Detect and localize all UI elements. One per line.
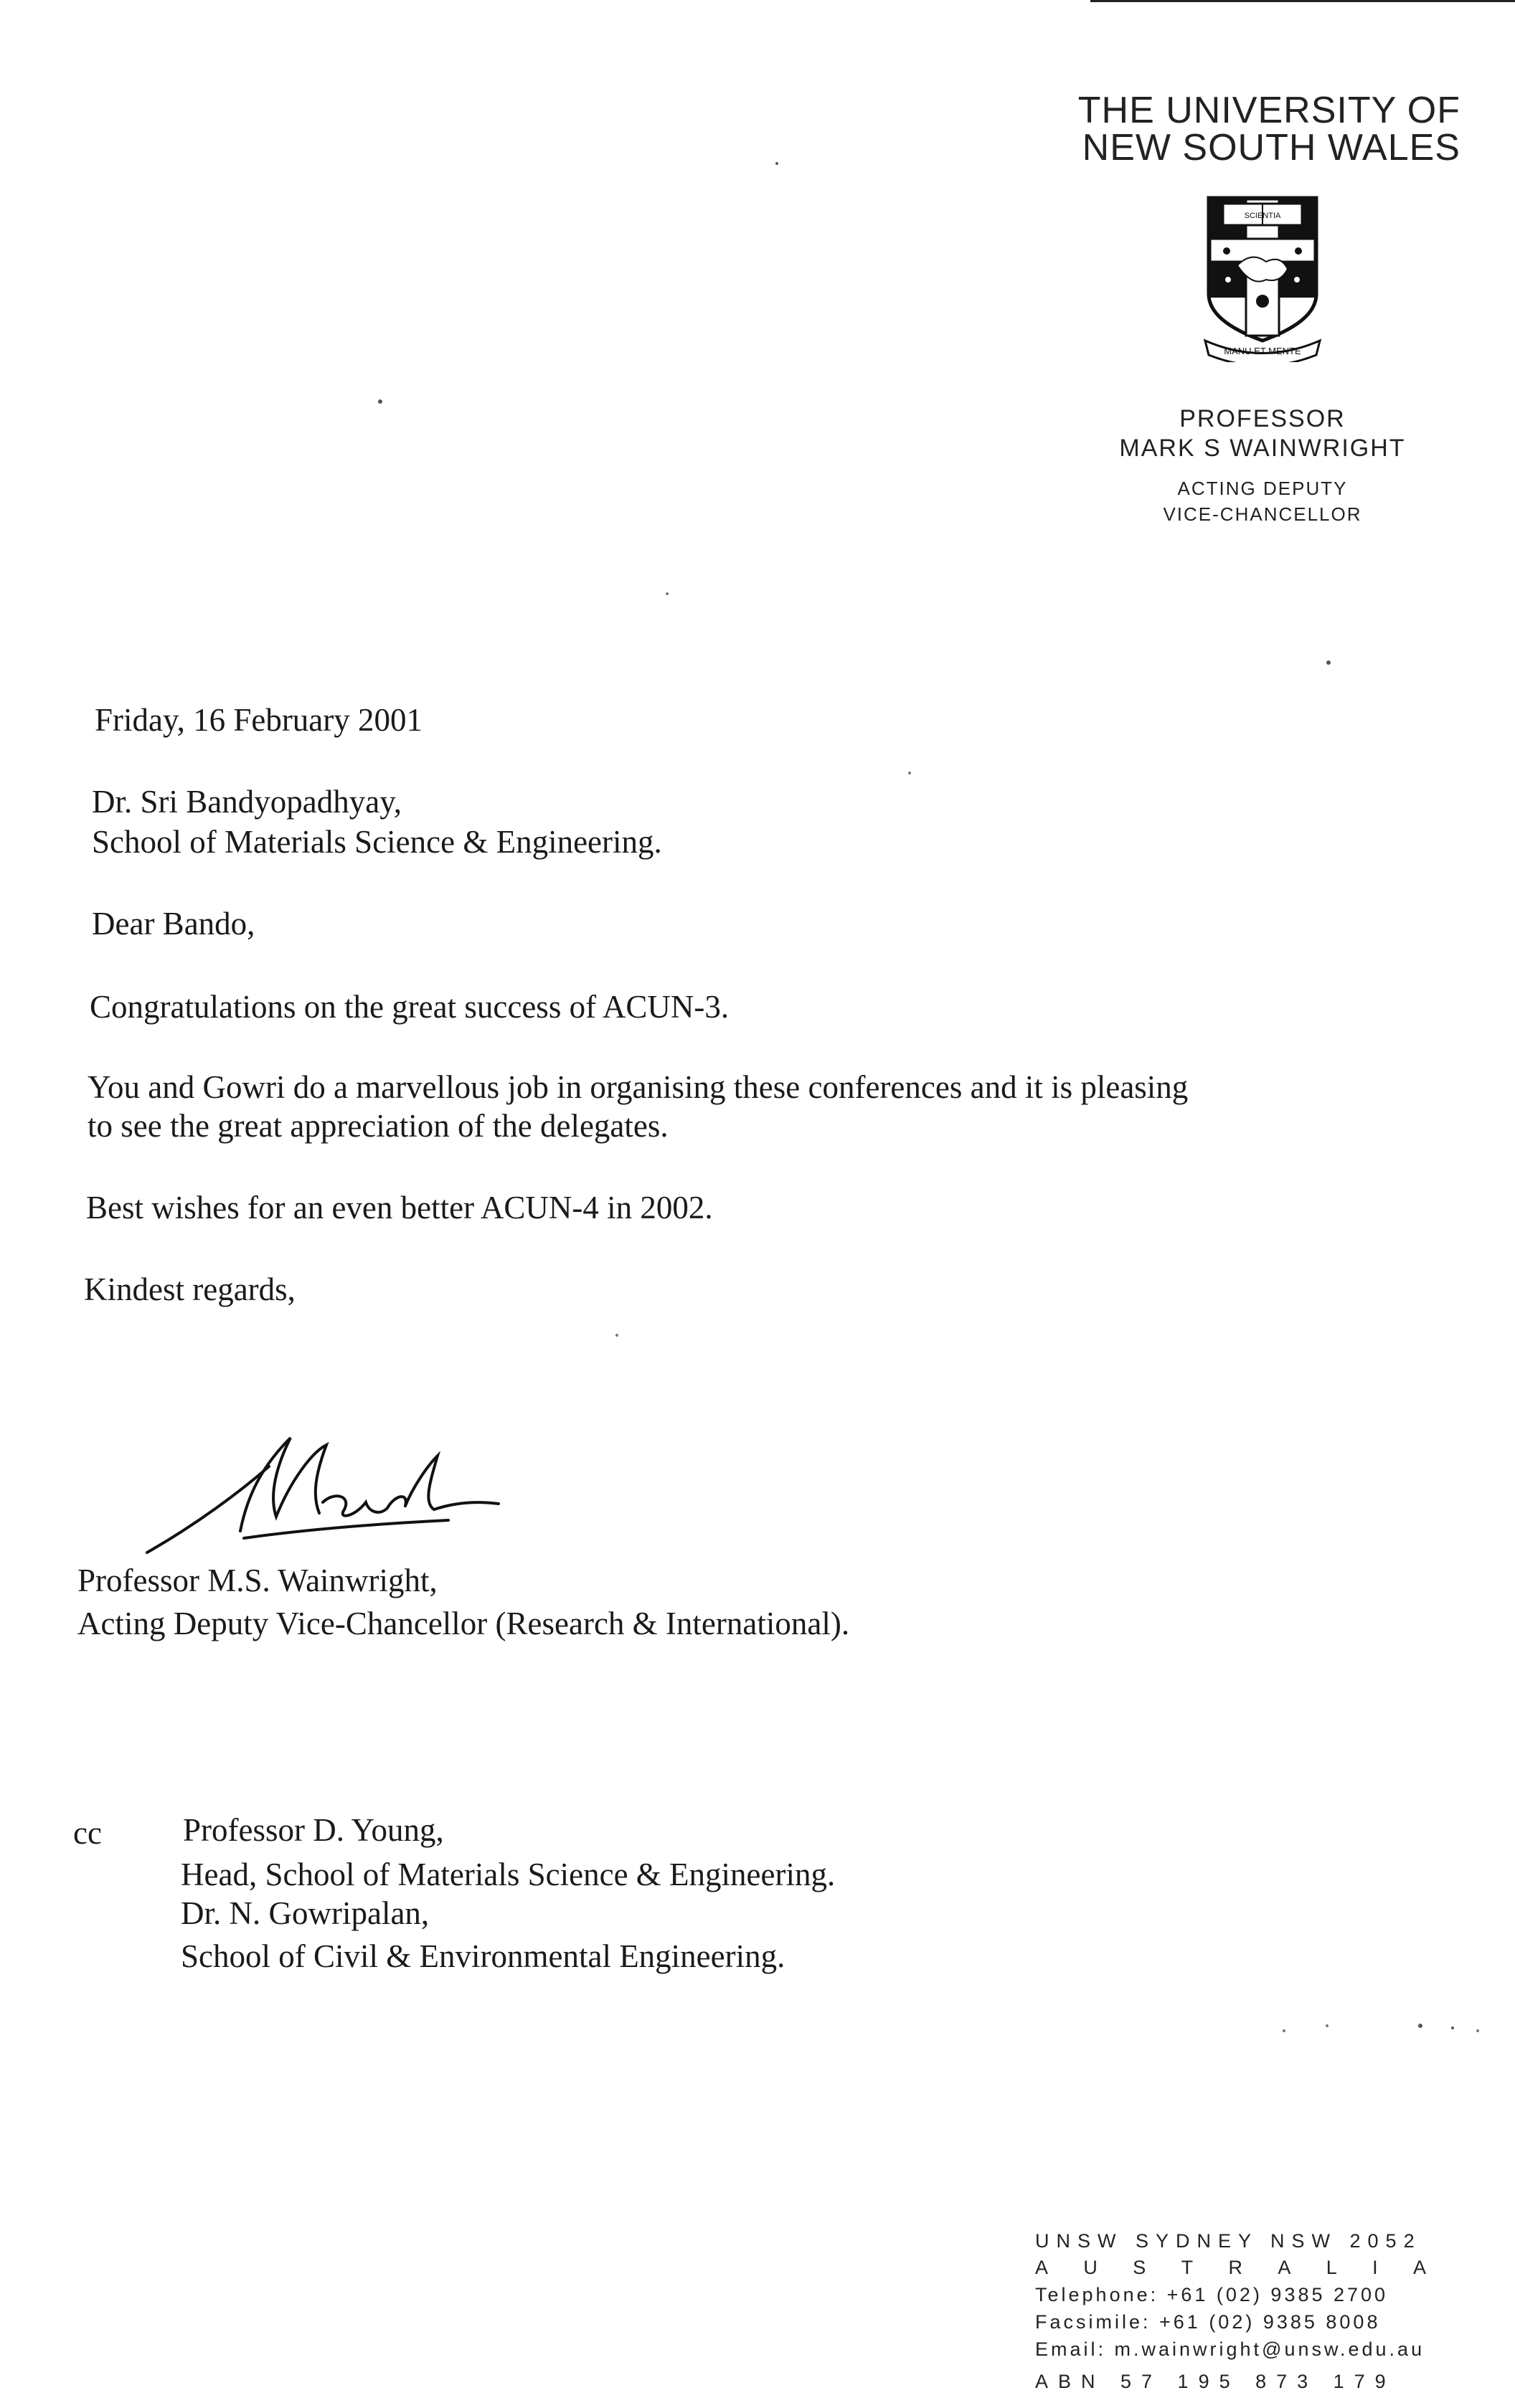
university-crest-icon bbox=[1202, 194, 1323, 362]
footer-country-letter: L bbox=[1326, 2257, 1337, 2278]
footer-country-letter: A bbox=[1035, 2257, 1049, 2278]
footer-country-letter: T bbox=[1181, 2257, 1194, 2278]
officer-name: MARK S WAINWRIGHT bbox=[1119, 435, 1406, 462]
recipient-department: School of Materials Science & Engineering. bbox=[92, 824, 662, 860]
cc-line-2: Head, School of Materials Science & Engineering. bbox=[181, 1857, 836, 1892]
officer-role-line2: VICE-CHANCELLOR bbox=[1163, 503, 1362, 525]
paragraph-congratulations: Congratulations on the great success of ACUN-3. bbox=[90, 989, 730, 1025]
crest-motto: MANU ET MENTE bbox=[1224, 346, 1301, 356]
footer-country-letter: S bbox=[1133, 2257, 1146, 2278]
top-edge-line bbox=[1090, 0, 1515, 2]
salutation: Dear Bando, bbox=[92, 906, 255, 942]
footer-country-letter: A bbox=[1412, 2257, 1426, 2278]
cc-line-1: Professor D. Young, bbox=[183, 1812, 444, 1848]
letter-date: Friday, 16 February 2001 bbox=[95, 702, 423, 738]
footer-abn: ABN 57 195 873 179 bbox=[1035, 2371, 1396, 2392]
footer-country-letter: U bbox=[1083, 2257, 1098, 2278]
crest-book-text: SCIENTIA bbox=[1244, 212, 1281, 220]
footer-country-letter: R bbox=[1228, 2257, 1242, 2278]
signatory-name: Professor M.S. Wainwright, bbox=[77, 1563, 438, 1598]
closing: Kindest regards, bbox=[84, 1271, 296, 1307]
footer-country-letter: A bbox=[1278, 2257, 1291, 2278]
university-name bbox=[1077, 90, 1460, 169]
paragraph-best-wishes: Best wishes for an even better ACUN-4 in 2002. bbox=[86, 1190, 713, 1226]
officer-role-line1: ACTING DEPUTY bbox=[1177, 478, 1348, 499]
signatory-title: Acting Deputy Vice-Chancellor (Research & International). bbox=[77, 1606, 850, 1641]
officer-title: PROFESSOR bbox=[1179, 405, 1346, 432]
paragraph-organising-line2: to see the great appreciation of the delegates. bbox=[88, 1108, 669, 1144]
paragraph-organising-line1: You and Gowri do a marvellous job in organising these conferences and it is pleasing bbox=[88, 1069, 1189, 1105]
cc-line-3: Dr. N. Gowripalan, bbox=[181, 1895, 430, 1931]
recipient-name: Dr. Sri Bandyopadhyay, bbox=[92, 784, 402, 820]
footer-country-letter: I bbox=[1372, 2257, 1378, 2278]
university-name-line1: THE UNIVERSITY OF bbox=[1077, 90, 1460, 131]
handwritten-signature bbox=[140, 1423, 513, 1563]
cc-line-4: School of Civil & Environmental Engineering. bbox=[181, 1938, 785, 1974]
footer-facsimile: Facsimile: +61 (02) 9385 8008 bbox=[1035, 2311, 1381, 2333]
university-name-line2: NEW SOUTH WALES bbox=[1082, 127, 1460, 169]
cc-label: cc bbox=[73, 1815, 102, 1851]
footer-telephone: Telephone: +61 (02) 9385 2700 bbox=[1035, 2284, 1389, 2305]
footer-address: UNSW SYDNEY NSW 2052 bbox=[1035, 2230, 1422, 2252]
footer-country bbox=[1035, 2257, 1426, 2279]
footer-email: Email: m.wainwright@unsw.edu.au bbox=[1035, 2338, 1425, 2360]
